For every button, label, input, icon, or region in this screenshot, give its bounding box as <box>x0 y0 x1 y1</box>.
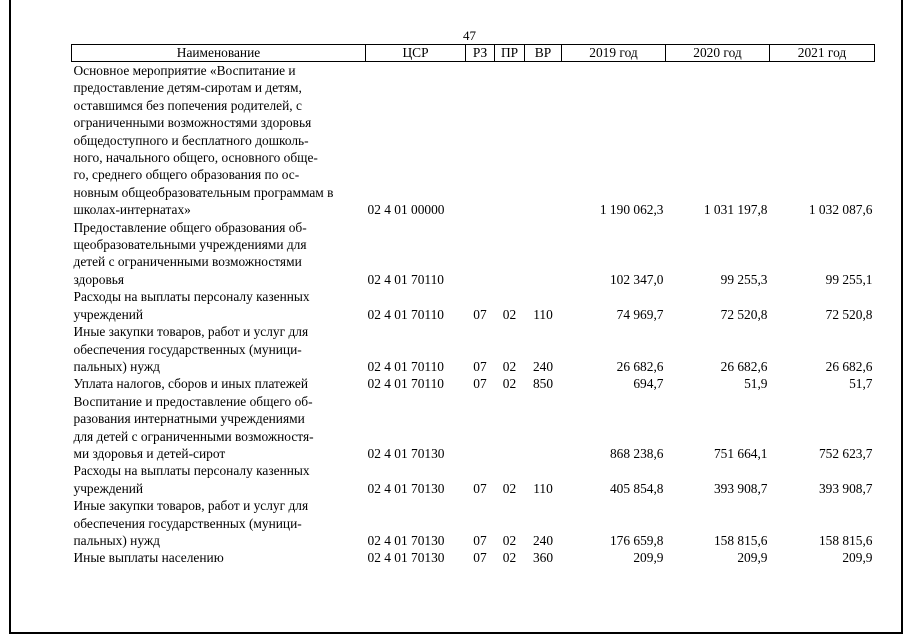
row-value-2019: 26 682,6 <box>616 358 664 374</box>
row-name <box>72 62 366 219</box>
row-vr: 240 <box>532 358 554 374</box>
row-name-line: для детей с ограниченными возможностя- <box>73 428 314 444</box>
row-rz: 07 <box>473 358 487 374</box>
row-value-2021: 26 682,6 <box>825 358 873 374</box>
row-csr: 02 4 01 70130 <box>367 480 445 496</box>
row-name-line: ограниченными возможностями здоровья <box>73 115 312 131</box>
table-header-row <box>72 45 875 62</box>
row-value-2019: 102 347,0 <box>609 271 664 287</box>
table-row <box>72 375 875 392</box>
row-name <box>72 549 366 566</box>
row-csr: 02 4 01 70110 <box>367 376 444 392</box>
row-value-2021: 1 032 087,6 <box>808 202 873 218</box>
row-rz: 07 <box>473 532 487 548</box>
budget-table <box>71 44 875 567</box>
table-row <box>72 62 875 219</box>
row-name-line: школах-интернатах» <box>73 202 191 218</box>
row-rz <box>466 393 495 463</box>
row-csr: 02 4 01 00000 <box>367 202 445 218</box>
row-value-2019: 74 969,7 <box>616 306 664 322</box>
row-name-line: новным общеобразовательным программам в <box>73 184 334 200</box>
row-name-line: учреждений <box>73 306 144 322</box>
row-value-2019: 209,9 <box>633 550 664 566</box>
row-value-2021: 158 815,6 <box>818 532 873 548</box>
row-value-2021: 393 908,7 <box>818 480 873 496</box>
row-name <box>72 219 366 289</box>
row-value-2020: 1 031 197,8 <box>703 202 768 218</box>
row-rz <box>466 62 495 219</box>
header-vr: ВР <box>525 45 562 62</box>
row-value-2020: 72 520,8 <box>720 306 768 322</box>
row-csr: 02 4 01 70130 <box>367 550 445 566</box>
row-name-line: ного, начального общего, основного обще- <box>73 150 318 166</box>
row-pr <box>495 62 525 219</box>
row-rz: 07 <box>473 550 487 566</box>
row-name-line: оставшимся без попечения родителей, с <box>73 97 302 113</box>
row-vr: 360 <box>532 550 554 566</box>
row-name-line: щеобразовательными учреждениями для <box>73 237 307 253</box>
row-csr: 02 4 01 70130 <box>367 532 445 548</box>
row-value-2020: 209,9 <box>737 550 768 566</box>
page-number: 47 <box>463 28 476 43</box>
table-body <box>72 62 875 567</box>
table-row <box>72 323 875 375</box>
row-name <box>72 462 366 497</box>
row-name-line: Воспитание и предоставление общего об- <box>73 393 313 409</box>
row-value-2021: 209,9 <box>842 550 873 566</box>
header-csr: ЦСР <box>366 45 466 62</box>
row-name-line: Иные закупки товаров, работ и услуг для <box>73 324 309 340</box>
header-2020: 2020 год <box>666 45 770 62</box>
row-vr: 110 <box>533 480 553 496</box>
row-name-line: обеспечения государственных (муници- <box>73 341 302 357</box>
row-name-line: предоставление детям-сиротам и детям, <box>73 80 302 96</box>
row-name-line: учреждений <box>73 480 144 496</box>
row-name-line: пальных) нужд <box>73 532 160 548</box>
row-name-line: го, среднего общего образования по ос- <box>73 167 300 183</box>
row-pr <box>495 219 525 289</box>
row-name-line: Расходы на выплаты персоналу казенных <box>73 289 310 305</box>
row-name-line: пальных) нужд <box>73 358 160 374</box>
row-name-line: обеспечения государственных (муници- <box>73 515 302 531</box>
row-value-2020: 393 908,7 <box>713 480 768 496</box>
row-name <box>72 393 366 463</box>
row-csr: 02 4 01 70130 <box>367 445 445 461</box>
header-name: Наименование <box>72 45 366 62</box>
row-rz: 07 <box>473 376 487 392</box>
table-row <box>72 549 875 566</box>
row-pr: 02 <box>502 376 517 392</box>
row-name-line: детей с ограниченными возможностями <box>73 254 302 270</box>
header-rz: РЗ <box>466 45 495 62</box>
row-pr: 02 <box>502 306 517 322</box>
row-name-line: Уплата налогов, сборов и иных платежей <box>73 376 309 392</box>
row-value-2020: 26 682,6 <box>720 358 768 374</box>
row-value-2020: 751 664,1 <box>713 445 768 461</box>
header-2019: 2019 год <box>562 45 666 62</box>
row-vr <box>525 62 562 219</box>
table-row <box>72 288 875 323</box>
row-value-2019: 176 659,8 <box>609 532 664 548</box>
table-row <box>72 462 875 497</box>
row-vr: 850 <box>532 376 554 392</box>
row-pr: 02 <box>502 532 517 548</box>
row-name-line: Иные выплаты населению <box>73 550 224 566</box>
header-2021: 2021 год <box>770 45 875 62</box>
row-pr: 02 <box>502 550 517 566</box>
row-rz: 07 <box>473 480 487 496</box>
row-pr: 02 <box>502 480 517 496</box>
row-value-2019: 1 190 062,3 <box>599 202 664 218</box>
row-value-2021: 752 623,7 <box>818 445 873 461</box>
row-name <box>72 323 366 375</box>
row-name-line: Расходы на выплаты персоналу казенных <box>73 463 310 479</box>
row-name-line: здоровья <box>73 271 125 287</box>
row-name-line: Предоставление общего образования об- <box>73 219 307 235</box>
row-rz <box>466 219 495 289</box>
row-rz: 07 <box>473 306 487 322</box>
row-value-2021: 72 520,8 <box>825 306 873 322</box>
table-row <box>72 219 875 289</box>
row-name-line: разования интернатными учреждениями <box>73 411 305 427</box>
row-name-line: ми здоровья и детей-сирот <box>73 445 226 461</box>
row-value-2020: 51,9 <box>744 376 768 392</box>
row-vr: 240 <box>532 532 554 548</box>
row-csr: 02 4 01 70110 <box>367 358 444 374</box>
row-value-2019: 405 854,8 <box>609 480 664 496</box>
row-value-2019: 694,7 <box>633 376 664 392</box>
table-row <box>72 497 875 549</box>
row-vr <box>525 219 562 289</box>
row-name <box>72 497 366 549</box>
row-csr: 02 4 01 70110 <box>367 271 444 287</box>
row-csr: 02 4 01 70110 <box>367 306 444 322</box>
row-value-2019: 868 238,6 <box>609 445 664 461</box>
row-value-2021: 99 255,1 <box>825 271 873 287</box>
row-value-2020: 158 815,6 <box>713 532 768 548</box>
row-name <box>72 288 366 323</box>
table-row <box>72 393 875 463</box>
row-name-line: Иные закупки товаров, работ и услуг для <box>73 498 309 514</box>
row-pr <box>495 393 525 463</box>
row-vr <box>525 393 562 463</box>
row-name-line: общедоступного и бесплатного дошколь- <box>73 132 309 148</box>
row-value-2020: 99 255,3 <box>720 271 768 287</box>
row-vr: 110 <box>533 306 553 322</box>
row-value-2021: 51,7 <box>849 376 873 392</box>
header-pr: ПР <box>495 45 525 62</box>
row-name <box>72 375 366 392</box>
row-name-line: Основное мероприятие «Воспитание и <box>73 63 296 78</box>
row-pr: 02 <box>502 358 517 374</box>
